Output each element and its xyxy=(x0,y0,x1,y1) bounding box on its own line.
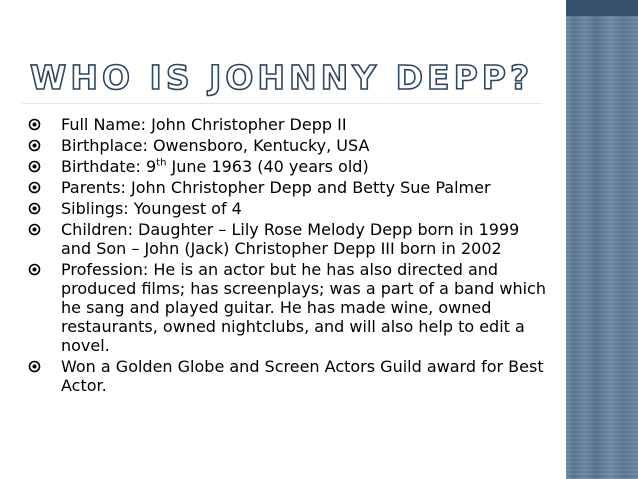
bullet-item-profession xyxy=(28,260,548,355)
bullet-text: Profession: He is an actor but he has also directed and produced films; has screenplays; was a part of a band which he sang and played guitar. He has made wine, owned restaurants, owned nightclubs, and will also help to edit a novel. xyxy=(61,260,546,355)
circle-bullet-icon xyxy=(28,160,41,173)
bullet-text-before-sup: Birthdate: 9 xyxy=(61,157,157,176)
bullet-text: Birthplace: Owensboro, Kentucky, USA xyxy=(61,136,370,155)
bullet-item-birthdate xyxy=(28,157,548,176)
side-decoration-strip xyxy=(566,0,638,479)
bullet-text: Parents: John Christopher Depp and Betty Sue Palmer xyxy=(61,178,491,197)
bullet-text: Children: Daughter – Lily Rose Melody Depp born in 1999 and Son – John (Jack) Christopher Depp III born in 2002 xyxy=(61,220,520,258)
circle-bullet-icon xyxy=(28,139,41,152)
slide-title: WHO IS JOHNNY DEPP? xyxy=(30,58,534,97)
bullet-item-awards xyxy=(28,357,548,395)
bullet-item-full-name xyxy=(28,115,548,134)
circle-bullet-icon xyxy=(28,118,41,131)
bullet-text: Won a Golden Globe and Screen Actors Guild award for Best Actor. xyxy=(61,357,544,395)
bullet-text: Siblings: Youngest of 4 xyxy=(61,199,242,218)
circle-bullet-icon xyxy=(28,263,41,276)
bullet-item-parents xyxy=(28,178,548,197)
bullet-list xyxy=(28,115,548,397)
bullet-item-children xyxy=(28,220,548,258)
title-divider xyxy=(22,103,542,104)
circle-bullet-icon xyxy=(28,360,41,373)
bullet-text-after-sup: June 1963 (40 years old) xyxy=(166,157,369,176)
bullet-item-birthplace xyxy=(28,136,548,155)
circle-bullet-icon xyxy=(28,223,41,236)
side-decoration-strip-top xyxy=(566,0,638,16)
bullet-text: Full Name: John Christopher Depp II xyxy=(61,115,347,134)
circle-bullet-icon xyxy=(28,202,41,215)
bullet-item-siblings xyxy=(28,199,548,218)
ordinal-suffix: th xyxy=(156,157,167,169)
circle-bullet-icon xyxy=(28,181,41,194)
